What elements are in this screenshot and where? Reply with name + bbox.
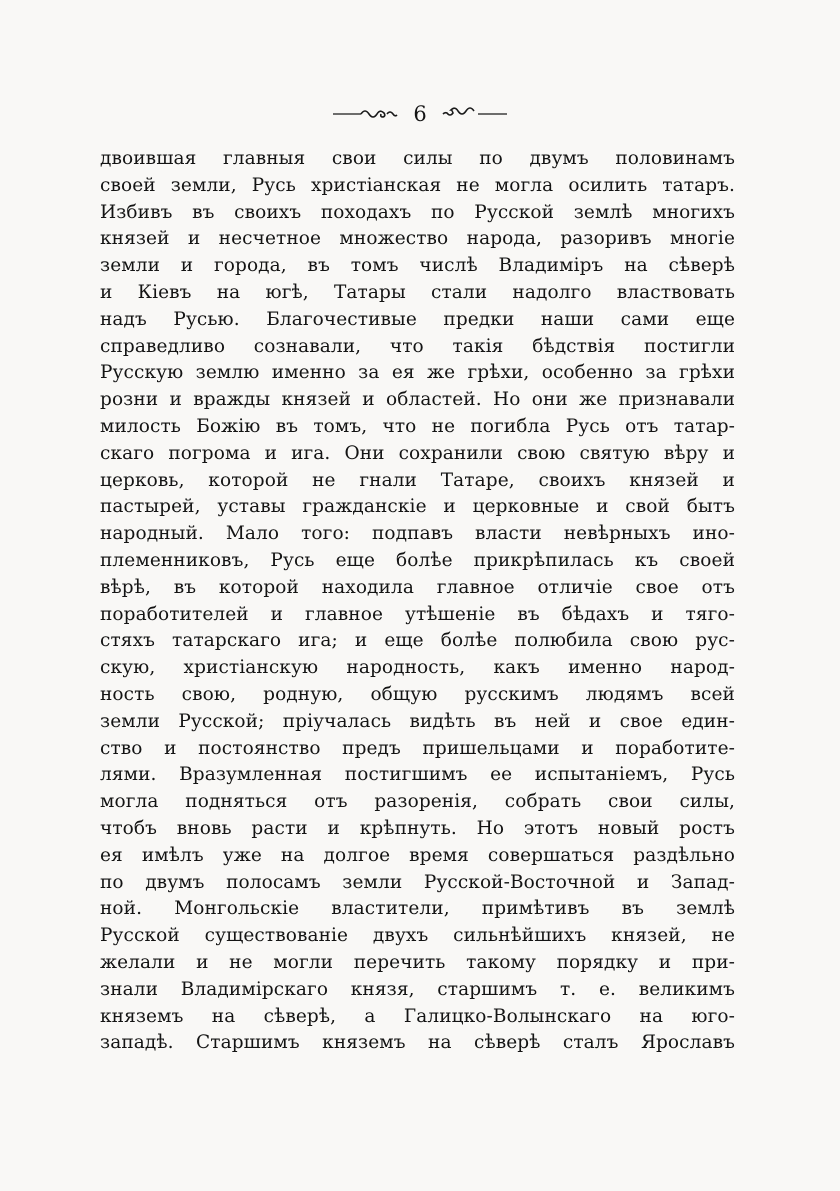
text-line: скую, христіанскую народность, какъ именно народ-	[100, 657, 735, 679]
text-line: чтобъ вновь расти и крѣпнуть. Но этотъ новый ростъ	[100, 817, 735, 839]
page-number: 6	[413, 102, 427, 126]
text-line: Русскую землю именно за ея же грѣхи, особенно за грѣхи	[100, 362, 735, 384]
text-line: ность свою, родную, общую русскимъ людямъ всей	[100, 683, 735, 705]
text-line: ство и постоянство предъ пришельцами и поработите-	[100, 737, 735, 759]
text-line: скаго погрома и ига. Они сохранили свою святую вѣру и	[100, 442, 735, 464]
text-line: знали Владимірскаго князя, старшимъ т. е. великимъ	[100, 978, 735, 1000]
text-line: лями. Вразумленная постигшимъ ее испытаніемъ, Русь	[100, 764, 735, 786]
text-line: ея имѣлъ уже на долгое время совершаться раздѣльно	[100, 844, 735, 866]
text-line: милость Божію въ томъ, что не погибла Русь отъ татар-	[100, 415, 735, 437]
text-line: племенниковъ, Русь еще болѣе прикрѣпилась къ своей	[100, 549, 735, 571]
text-line: стяхъ татарскаго ига; и еще болѣе полюбила свою рус-	[100, 630, 735, 652]
text-line: пастырей, уставы гражданскіе и церковные и свой бытъ	[100, 496, 735, 518]
body-text	[100, 146, 735, 1057]
text-line: поработителей и главное утѣшеніе въ бѣдахъ и тяго-	[100, 603, 735, 625]
text-line: княземъ на сѣверѣ, а Галицко-Волынскаго на юго-	[100, 1005, 735, 1027]
text-line: двоившая главныя свои силы по двумъ половинамъ	[100, 148, 735, 169]
text-line: церковь, которой не гнали Татаре, своихъ князей и	[100, 469, 735, 491]
text-line: князей и несчетное множество народа, разоривъ многіе	[100, 228, 735, 250]
running-header	[0, 100, 840, 128]
text-line: по двумъ полосамъ земли Русской-Восточной и Запад-	[100, 871, 735, 893]
text-line: могла подняться отъ разоренія, собрать свои силы,	[100, 791, 735, 813]
left-ornament-icon	[331, 106, 399, 122]
text-line: земли и города, въ томъ числѣ Владиміръ на сѣверѣ	[100, 255, 735, 277]
text-line: и Кіевъ на югѣ, Татары стали надолго властвовать	[100, 281, 735, 303]
right-ornament-icon	[441, 106, 509, 122]
text-line: западѣ. Старшимъ княземъ на сѣверѣ сталъ Ярославъ	[100, 1032, 735, 1054]
text-line: Избивъ въ своихъ походахъ по Русской землѣ многихъ	[100, 201, 735, 223]
text-line: народный. Мало того: подпавъ власти невѣрныхъ ино-	[100, 523, 735, 545]
text-line: надъ Русью. Благочестивые предки наши сами еще	[100, 308, 735, 330]
text-line: ной. Монгольскіе властители, примѣтивъ въ землѣ	[100, 898, 735, 920]
text-line: вѣрѣ, въ которой находила главное отличіе свое отъ	[100, 576, 735, 598]
text-line: своей земли, Русь христіанская не могла осилить татаръ.	[100, 174, 735, 196]
text-line: желали и не могли перечить такому порядку и при-	[100, 951, 735, 973]
text-line: справедливо сознавали, что такія бѣдствія постигли	[100, 335, 735, 357]
text-line: Русской существованіе двухъ сильнѣйшихъ князей, не	[100, 925, 735, 947]
text-line: розни и вражды князей и областей. Но они же признавали	[100, 389, 735, 411]
text-line: земли Русской; пріучалась видѣть въ ней и свое един-	[100, 710, 735, 732]
